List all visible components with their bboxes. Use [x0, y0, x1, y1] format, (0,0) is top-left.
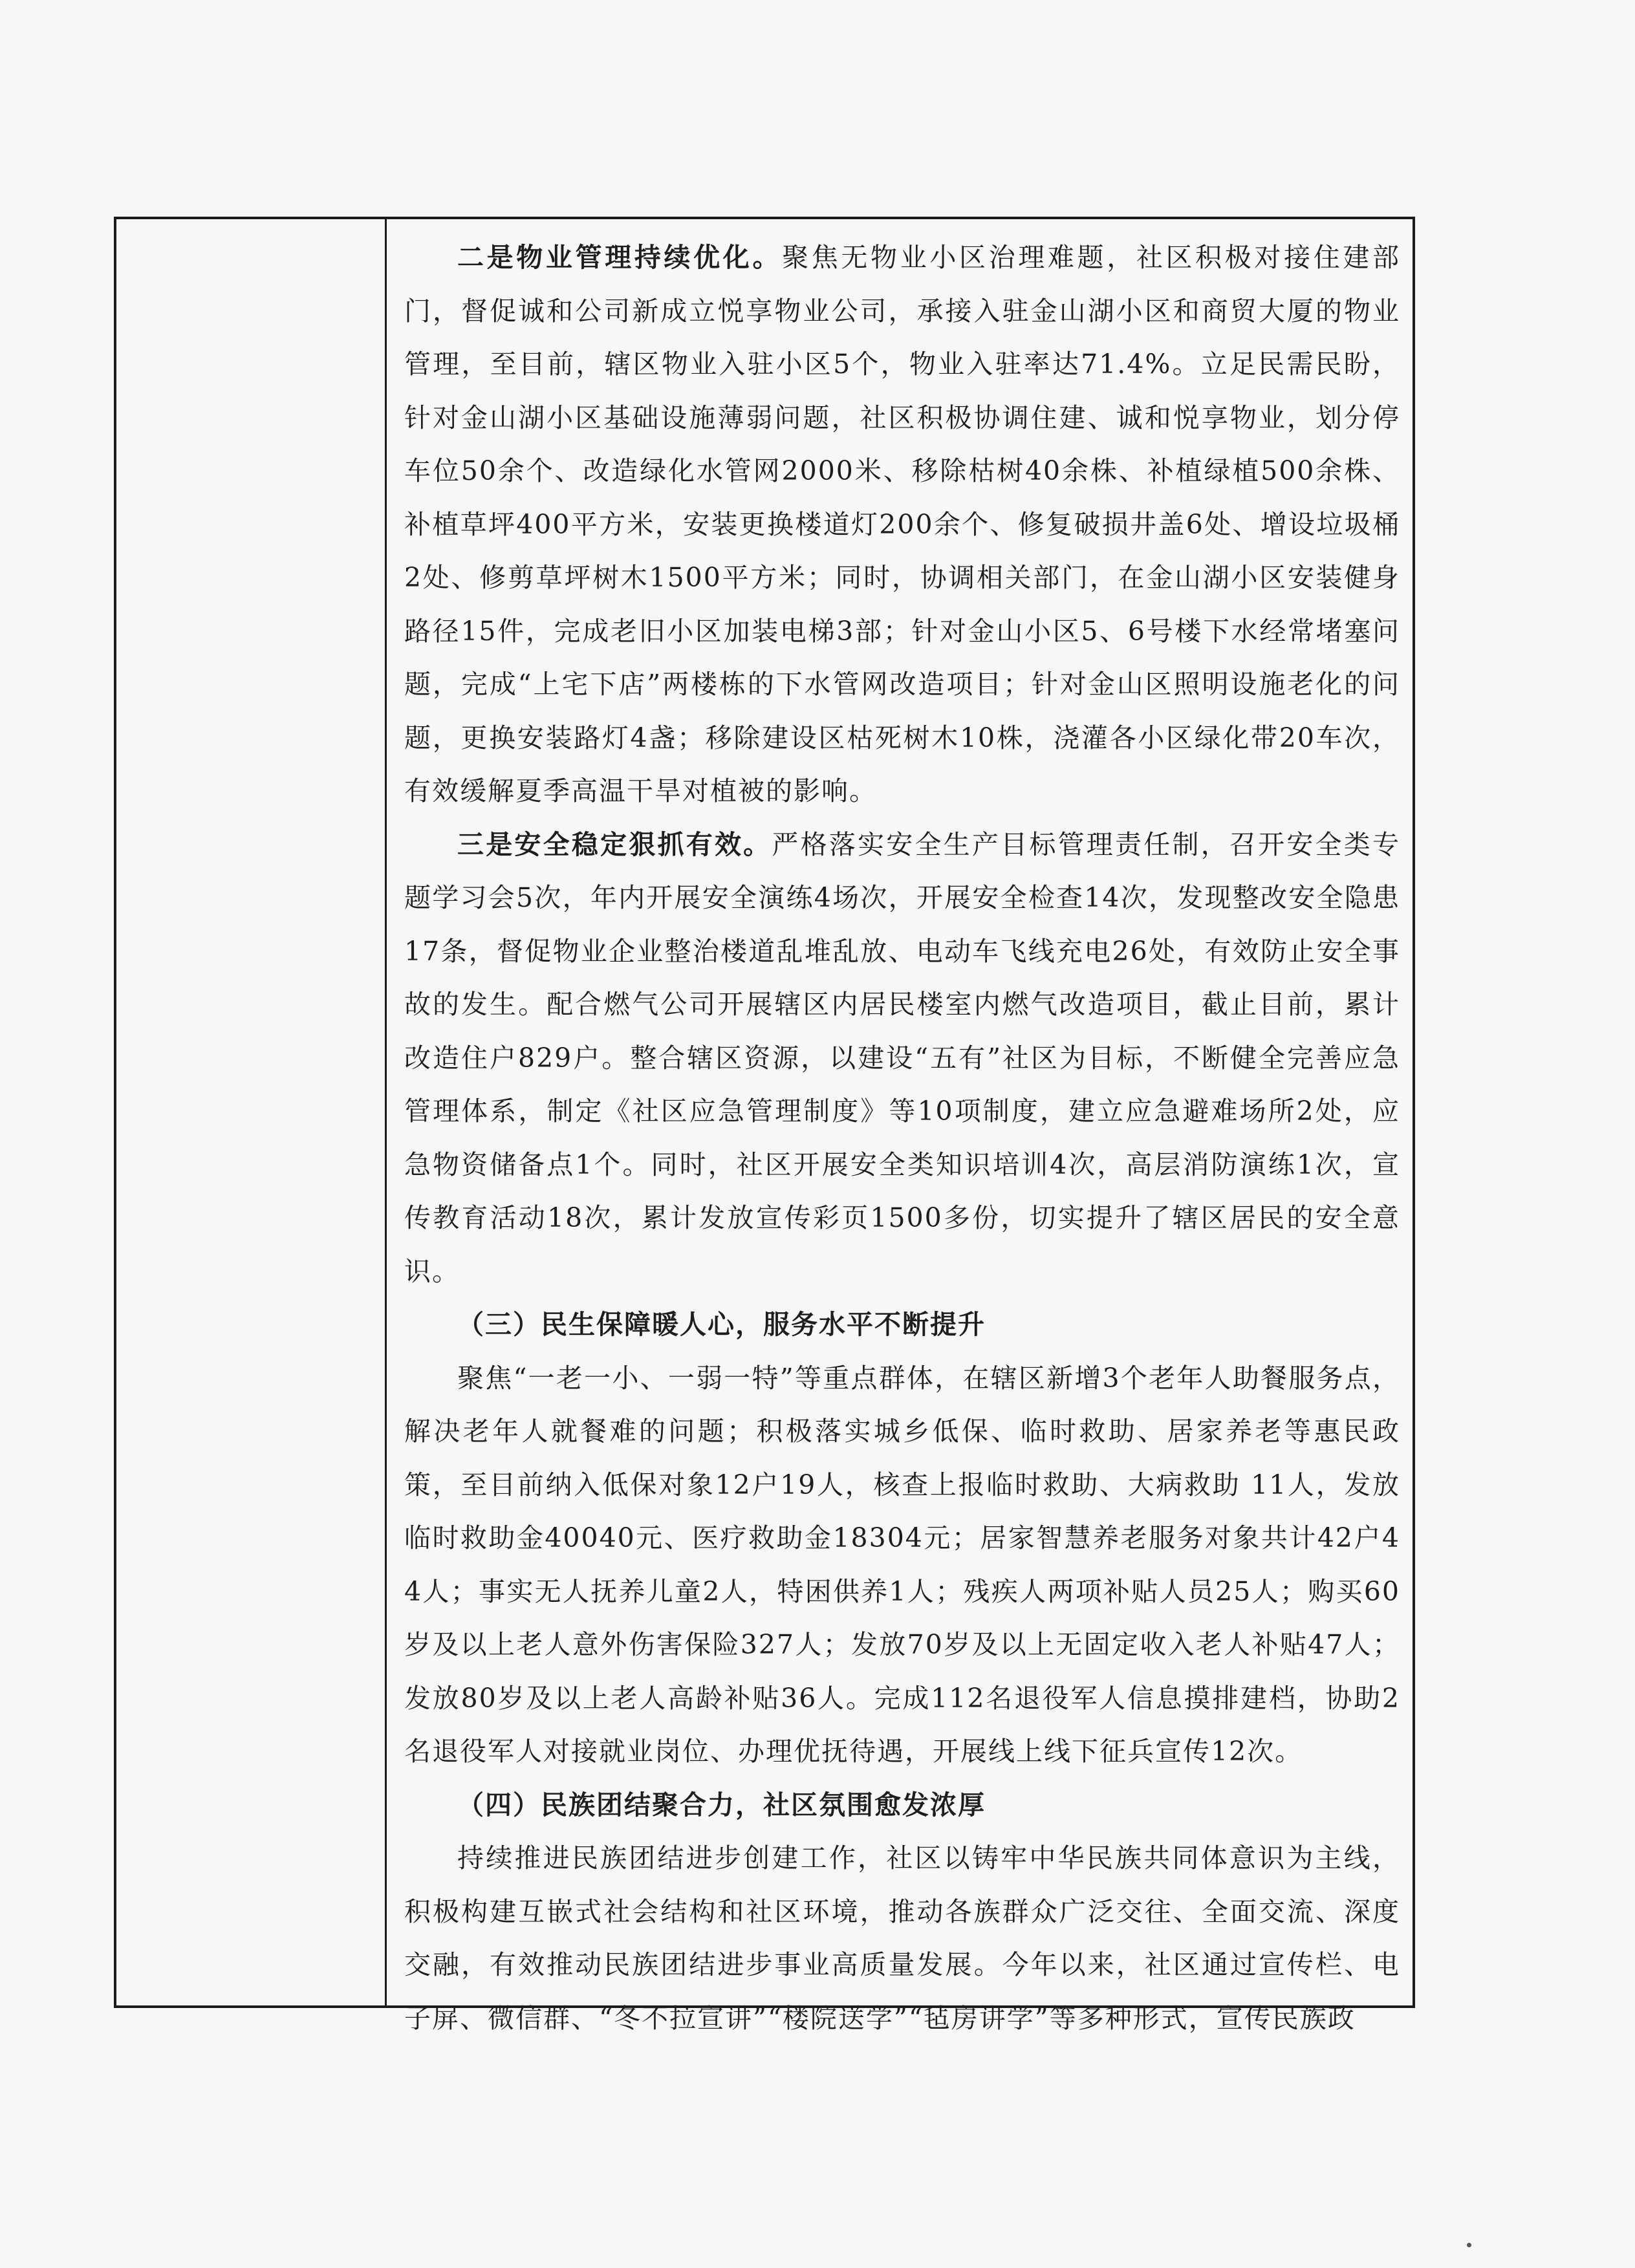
section-heading-livelihood: （三）民生保障暖人心，服务水平不断提升: [457, 1309, 986, 1340]
paragraph-ethnic-unity: 持续推进民族团结进步创建工作，社区以铸牢中华民族共同体意识为主线，积极构建互嵌式社会结构和社区环境，推动各族群众广泛交往、全面交流、深度交融，有效推动民族团结进步事业高质量发展。今年以来，社区通过宣传栏、电子屏、微信群、“冬不拉宣讲”“楼院送学”“毡房讲学”等多种形式，宣传民族政: [404, 1842, 1400, 2034]
table-left-column: [116, 219, 387, 2005]
paragraph-lead: 三是安全稳定狠抓有效。: [457, 828, 772, 860]
paragraph-lead: 二是物业管理持续优化。: [457, 242, 783, 273]
table-content-cell: [404, 231, 1400, 2045]
paragraph-property-management: [404, 231, 1400, 818]
section-heading-ethnic-unity: （四）民族团结聚合力，社区氛围愈发浓厚: [457, 1789, 986, 1820]
scan-speck: [1467, 2243, 1471, 2247]
paragraph-livelihood: 聚焦“一老一小、一弱一特”等重点群体，在辖区新增3个老年人助餐服务点，解决老年人就餐难的问题；积极落实城乡低保、临时救助、居家养老等惠民政策，至目前纳入低保对象12户19人，核查上报临时救助、大病救助 11人，发放临时救助金40040元、医疗救助金18304元；居家智慧养老服务对象共计42户44人；事实无人抚养儿童2人，特困供养1人；残疾人两项补贴人员25人；购买60岁及以上老人意外伤害保险327人；发放70岁及以上无固定收入老人补贴47人；发放80岁及以上老人高龄补贴36人。完成112名退役军人信息摸排建档，协助2名退役军人对接就业岗位、办理优抚待遇，开展线上线下征兵宣传12次。: [404, 1362, 1400, 1767]
paragraph-body: 聚焦无物业小区治理难题，社区积极对接住建部门，督促诚和公司新成立悦享物业公司，承接入驻金山湖小区和商贸大厦的物业管理，至目前，辖区物业入驻小区5个，物业入驻率达71.4%。立足民需民盼，针对金山湖小区基础设施薄弱问题，社区积极协调住建、诚和悦享物业，划分停车位50余个、改造绿化水管网2000米、移除枯树40余株、补植绿植500余株、补植草坪400平方米，安装更换楼道灯200余个、修复破损井盖6处、增设垃圾桶2处、修剪草坪树木1500平方米；同时，协调相关部门，在金山湖小区安装健身路径15件，完成老旧小区加装电梯3部；针对金山小区5、6号楼下水经常堵塞问题，完成“上宅下店”两楼栋的下水管网改造项目；针对金山区照明设施老化的问题，更换安装路灯4盏；移除建设区枯死树木10株，浇灌各小区绿化带20车次，有效缓解夏季高温干旱对植被的影响。: [404, 242, 1401, 806]
paragraph-body: 严格落实安全生产目标管理责任制，召开安全类专题学习会5次，年内开展安全演练4场次，开展安全检查14次，发现整改安全隐患17条，督促物业企业整治楼道乱堆乱放、电动车飞线充电26处，有效防止安全事故的发生。配合燃气公司开展辖区内居民楼室内燃气改造项目，截止目前，累计改造住户829户。整合辖区资源，以建设“五有”社区为目标，不断健全完善应急管理体系，制定《社区应急管理制度》等10项制度，建立应急避难场所2处，应急物资储备点1个。同时，社区开展安全类知识培训4次，高层消防演练1次，宣传教育活动18次，累计发放宣传彩页1500多份，切实提升了辖区居民的安全意识。: [404, 828, 1400, 1287]
paragraph-safety-stability: [404, 818, 1400, 1299]
report-table: [114, 217, 1415, 2034]
